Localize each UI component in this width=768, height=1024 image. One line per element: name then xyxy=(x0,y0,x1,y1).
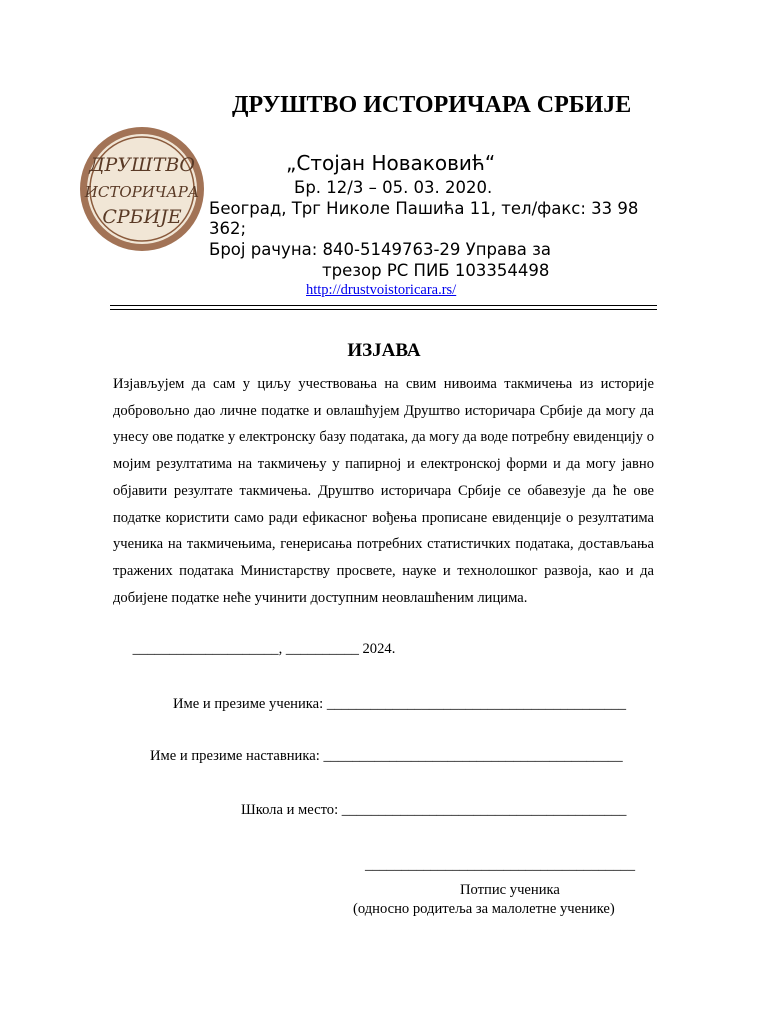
address-line-2: 362; xyxy=(209,219,247,238)
account-line-1: Број рачуна: 840-5149763-29 Управа за xyxy=(209,240,552,259)
place-date-row xyxy=(113,641,395,658)
svg-text:ДРУШТВО: ДРУШТВО xyxy=(89,154,195,176)
header-divider-top xyxy=(110,305,657,306)
organization-name: ДРУШТВО ИСТОРИЧАРА СРБИЈЕ xyxy=(232,92,632,118)
statement-paragraph: Изјављујем да сам у циљу учествовања на свим нивоима такмичења из историје добровољно дао личне податке и овлашћујем Друштво историчара Србије да могу да унесу ове податке у електронску базу података, да могу да воде потребну евиденцију о мојим резултатима на такмичењу у папирној и електронској форми и да могу јавно објавити резултате такмичења. Друштво историчара Србије се обавезује да ће ове податке користити само ради ефикасног вођења прописане евиденције о резултатима ученика на такмичењима, генерисања потребних статистичких података, достављања тражених података Министарству просвете, науке и технолошког развоја, као и да добијене податке неће учинити доступним неовлашћеним лицима. xyxy=(113,376,654,606)
account-line-2: трезор РС ПИБ 103354498 xyxy=(322,261,550,280)
student-name-row xyxy=(173,696,626,713)
teacher-name-label: Име и презиме наставника: xyxy=(150,748,320,764)
organization-subname: „Стојан Новаковић“ xyxy=(286,151,496,175)
place-date-field[interactable]: ____________________, __________ 2024. xyxy=(132,641,396,657)
society-seal-logo xyxy=(78,125,206,253)
signature-field[interactable]: _____________________________________ xyxy=(365,857,635,873)
signature-note: (односно родитеља за малолетне ученике) xyxy=(353,901,615,917)
student-name-field[interactable]: _________________________________________ xyxy=(326,696,627,712)
address-line-1: Београд, Трг Николе Пашића 11, тел/факс: 33 98 xyxy=(209,199,639,218)
svg-text:СРБИЈЕ: СРБИЈЕ xyxy=(102,206,182,228)
school-label: Школа и место: xyxy=(241,802,339,818)
signature-label: Потпис ученика xyxy=(460,882,560,898)
student-name-label: Име и презиме ученика: xyxy=(173,696,324,712)
reference-number: Бр. 12/3 – 05. 03. 2020. xyxy=(294,178,493,197)
teacher-name-field[interactable]: _________________________________________ xyxy=(323,748,623,764)
school-field[interactable]: _______________________________________ xyxy=(341,802,627,818)
svg-text:ИСТОРИЧАРА: ИСТОРИЧАРА xyxy=(84,183,200,201)
school-row xyxy=(241,802,626,819)
teacher-name-row xyxy=(150,748,623,765)
header-divider-bottom xyxy=(110,309,657,310)
website-link[interactable]: http://drustvoistoricara.rs/ xyxy=(306,282,457,298)
document-title: ИЗЈАВА xyxy=(347,340,421,361)
